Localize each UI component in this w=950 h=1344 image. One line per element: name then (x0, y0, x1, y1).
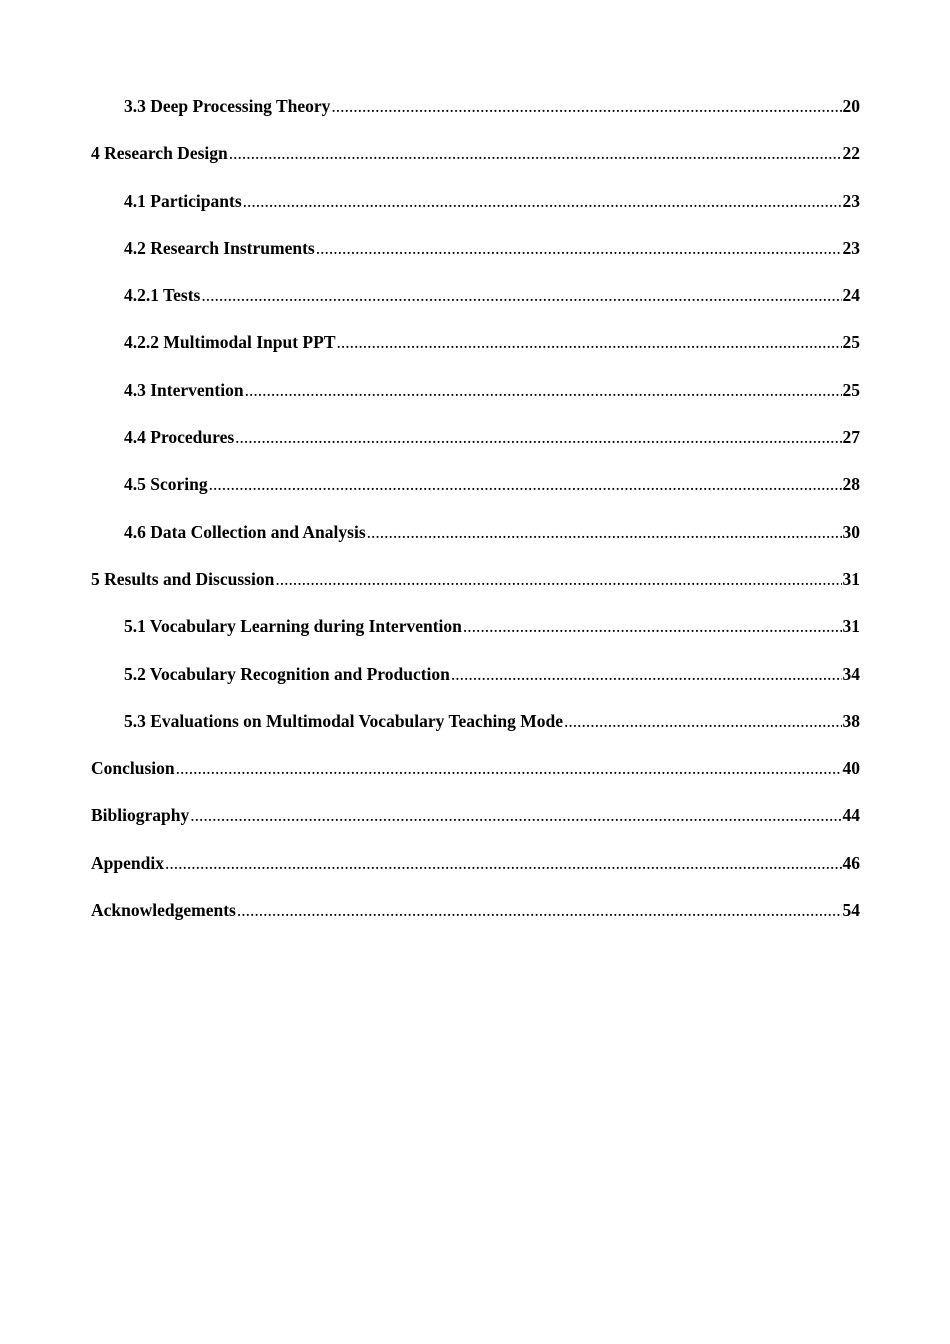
toc-entry[interactable] (91, 711, 860, 758)
toc-entry-page: 23 (842, 237, 860, 258)
dot-leader (229, 143, 842, 164)
toc-entry-title: 5.3 Evaluations on Multimodal Vocabulary Teaching Mode (124, 710, 564, 731)
toc-entry[interactable] (91, 522, 860, 569)
toc-entry-page: 46 (842, 852, 860, 873)
toc-entry-page: 23 (842, 190, 860, 211)
toc-entry[interactable] (91, 332, 860, 379)
toc-entry-title: 3.3 Deep Processing Theory (124, 96, 331, 116)
toc-entry-page: 24 (842, 285, 860, 306)
toc-entry-page: 54 (842, 900, 860, 921)
toc-entry[interactable] (91, 758, 860, 805)
toc-entry[interactable] (91, 616, 860, 663)
dot-leader (237, 900, 842, 921)
toc-entry-page: 31 (842, 616, 860, 637)
toc-entry[interactable] (91, 569, 860, 616)
toc-entry-page: 25 (842, 332, 860, 353)
dot-leader (201, 285, 841, 306)
toc-entry-title: 4.1 Participants (124, 190, 242, 211)
toc-entry-title: 4.2 Research Instruments (124, 237, 315, 258)
dot-leader (331, 96, 841, 117)
dot-leader (176, 758, 842, 779)
toc-entry-page: 27 (842, 427, 860, 448)
toc-entry-title: 4.4 Procedures (124, 427, 235, 448)
dot-leader (190, 805, 841, 826)
toc-entry[interactable] (91, 664, 860, 711)
dot-leader (451, 664, 842, 685)
dot-leader (564, 711, 841, 732)
toc-entry[interactable] (91, 143, 860, 190)
toc-entry-title: 4.2.2 Multimodal Input PPT (124, 332, 336, 353)
toc-entry-page: 44 (842, 805, 860, 826)
toc-entry-title: 4.3 Intervention (124, 379, 244, 400)
dot-leader (209, 474, 842, 495)
dot-leader (275, 569, 841, 590)
toc-entry-title: 5.1 Vocabulary Learning during Intervention (124, 616, 462, 637)
dot-leader (463, 616, 842, 637)
table-of-contents (91, 96, 860, 947)
toc-entry-title: Conclusion (91, 758, 175, 779)
toc-entry-title: 4.5 Scoring (124, 474, 208, 495)
toc-entry[interactable] (91, 427, 860, 474)
toc-entry-page: 20 (842, 96, 860, 116)
dot-leader (165, 853, 842, 874)
toc-entry-title: 4 Research Design (91, 143, 228, 164)
dot-leader (235, 427, 841, 448)
toc-entry-title: Bibliography (91, 805, 190, 826)
toc-entry[interactable] (91, 96, 860, 143)
toc-entry[interactable] (91, 805, 860, 852)
toc-entry-page: 38 (842, 710, 860, 731)
toc-entry-title: 4.6 Data Collection and Analysis (124, 521, 366, 542)
toc-entry-title: 5 Results and Discussion (91, 568, 275, 589)
toc-entry[interactable] (91, 380, 860, 427)
toc-entry[interactable] (91, 238, 860, 285)
toc-entry[interactable] (91, 191, 860, 238)
toc-entry-title: 5.2 Vocabulary Recognition and Production (124, 663, 450, 684)
toc-entry-page: 30 (842, 521, 860, 542)
dot-leader (245, 380, 842, 401)
toc-entry-title: 4.2.1 Tests (124, 285, 201, 306)
toc-entry-page: 34 (842, 663, 860, 684)
toc-entry-page: 40 (842, 758, 860, 779)
dot-leader (243, 191, 842, 212)
dot-leader (316, 238, 842, 259)
toc-entry-title: Acknowledgements (91, 900, 236, 921)
toc-entry[interactable] (91, 900, 860, 947)
toc-entry-title: Appendix (91, 852, 164, 873)
toc-entry[interactable] (91, 853, 860, 900)
dot-leader (337, 332, 842, 353)
toc-entry-page: 25 (842, 379, 860, 400)
toc-entry-page: 28 (842, 474, 860, 495)
toc-entry-page: 22 (842, 143, 860, 164)
dot-leader (367, 522, 842, 543)
toc-entry[interactable] (91, 285, 860, 332)
toc-entry[interactable] (91, 474, 860, 521)
toc-entry-page: 31 (842, 568, 860, 589)
